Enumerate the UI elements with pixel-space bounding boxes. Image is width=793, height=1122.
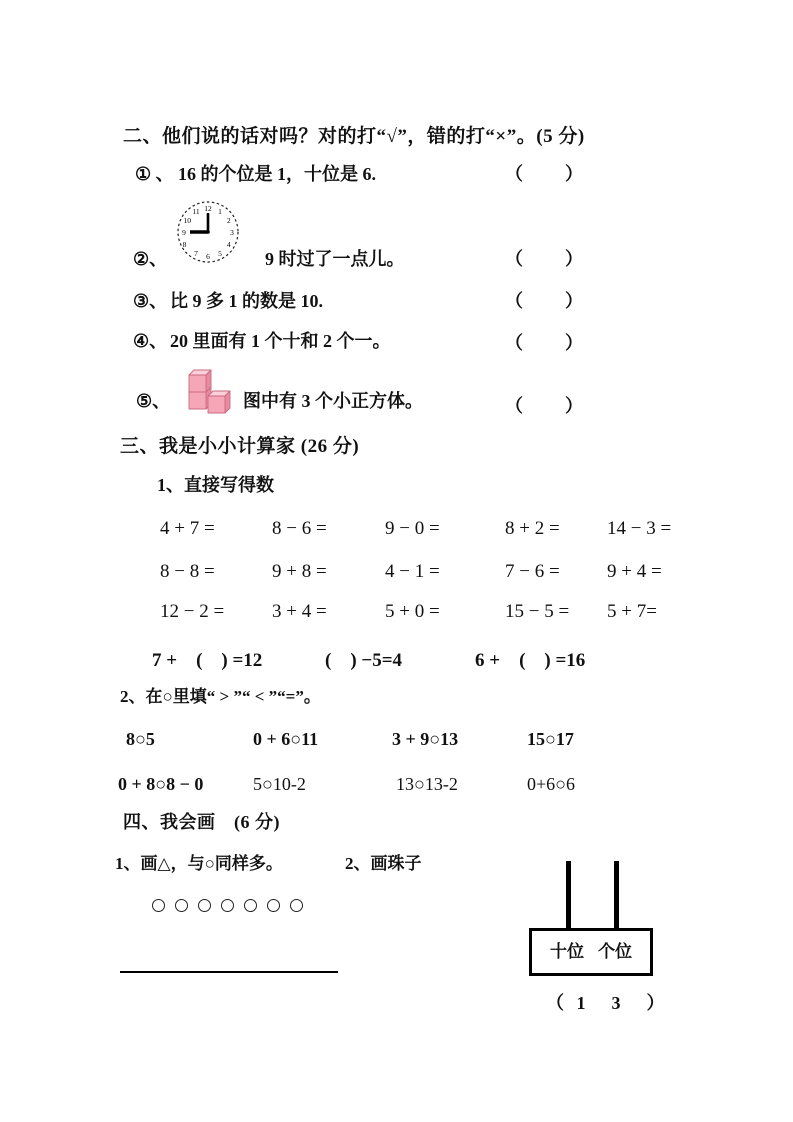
question4-number: ④、 <box>133 331 168 351</box>
section3-sub2: 2、在○里填“ > ”“ < ”“=”。 <box>120 687 321 706</box>
equation-cell: 4 − 1 = <box>385 561 440 582</box>
answer-blank: （ ） <box>505 333 585 353</box>
question1-number: ① 、 <box>135 164 174 184</box>
compare-cell: 0 + 6○11 <box>253 729 319 749</box>
question3-text: 比 9 多 1 的数是 10. <box>170 291 323 311</box>
fill-blank-cell: 6 + ( ) =16 <box>475 650 586 671</box>
compare-cell: 0 + 8○8 − 0 <box>118 774 204 794</box>
compare-cell: 13○13-2 <box>396 774 458 794</box>
equation-cell: 8 − 6 = <box>272 518 327 539</box>
answer-blank: （ ） <box>505 249 585 269</box>
clock-icon <box>177 198 239 266</box>
abacus-box <box>529 928 653 976</box>
circle-shape <box>198 899 211 912</box>
answer-blank: （ ） <box>505 164 585 184</box>
question4-text: 20 里面有 1 个十和 2 个一。 <box>170 331 391 351</box>
question2-text: 9 时过了一点儿。 <box>265 249 405 269</box>
ones-place-label: 个位 <box>598 942 632 962</box>
question5-number: ⑤、 <box>136 391 171 411</box>
svg-text:1: 1 <box>218 207 222 217</box>
question2-number: ②、 <box>133 249 168 269</box>
abacus-answer: （ 1 3 ） <box>546 993 669 1013</box>
section4-q2: 2、画珠子 <box>345 854 422 873</box>
equation-cell: 4 + 7 = <box>160 518 215 539</box>
svg-text:12: 12 <box>204 204 212 213</box>
equation-cell: 9 + 8 = <box>272 561 327 582</box>
equation-cell: 3 + 4 = <box>272 601 327 622</box>
abacus-rod-ones <box>614 861 619 928</box>
equation-cell: 9 − 0 = <box>385 518 440 539</box>
circle-shape <box>221 899 234 912</box>
circle-row <box>152 899 303 912</box>
compare-cell: 8○5 <box>126 729 155 749</box>
compare-cell: 3 + 9○13 <box>392 729 459 749</box>
section2-heading: 二、他们说的话对吗？对的打“√”，错的打“×”。(5 分) <box>123 126 585 147</box>
svg-text:8: 8 <box>182 240 187 249</box>
fill-blank-cell: 7 + ( ) =12 <box>152 650 263 671</box>
abacus-rod-tens <box>566 861 571 928</box>
svg-text:7: 7 <box>194 248 198 258</box>
question1-text: 16 的个位是 1，十位是 6. <box>178 164 376 184</box>
compare-cell: 15○17 <box>527 729 574 749</box>
question5-text: 图中有 3 个小正方体。 <box>243 391 423 411</box>
svg-text:9: 9 <box>182 228 186 237</box>
svg-text:2: 2 <box>226 216 231 225</box>
question3-number: ③、 <box>133 291 168 311</box>
answer-blank: （ ） <box>505 291 585 311</box>
tens-place-label: 十位 <box>550 942 584 962</box>
equation-cell: 12 − 2 = <box>160 601 225 622</box>
svg-text:11: 11 <box>192 207 200 217</box>
circle-shape <box>175 899 188 912</box>
equation-cell: 9 + 4 = <box>607 561 662 582</box>
circle-shape <box>290 899 303 912</box>
circle-shape <box>152 899 165 912</box>
svg-text:5: 5 <box>218 248 222 258</box>
svg-text:6: 6 <box>206 252 210 261</box>
compare-cell: 0+6○6 <box>527 774 576 794</box>
section4-q1: 1、画△，与○同样多。 <box>115 854 283 873</box>
section4-heading: 四、我会画 (6 分) <box>123 812 280 832</box>
section3-sub1: 1、直接写得数 <box>157 475 274 495</box>
section3-heading: 三、我是小小计算家 (26 分) <box>120 436 360 457</box>
circle-shape <box>267 899 280 912</box>
svg-text:4: 4 <box>226 240 231 249</box>
equation-cell: 8 + 2 = <box>505 518 560 539</box>
equation-cell: 5 + 7= <box>607 601 657 622</box>
svg-text:3: 3 <box>230 228 234 237</box>
fill-blank-cell: ( ) −5=4 <box>325 650 403 671</box>
equation-cell: 14 − 3 = <box>607 518 672 539</box>
equation-cell: 7 − 6 = <box>505 561 560 582</box>
footer-rule <box>120 971 338 973</box>
equation-cell: 8 − 8 = <box>160 561 215 582</box>
equation-cell: 15 − 5 = <box>505 601 570 622</box>
circle-shape <box>244 899 257 912</box>
compare-cell: 5○10-2 <box>253 774 306 794</box>
cubes-icon <box>186 366 236 414</box>
svg-text:10: 10 <box>183 216 191 225</box>
answer-blank: （ ） <box>505 396 585 416</box>
equation-cell: 5 + 0 = <box>385 601 440 622</box>
